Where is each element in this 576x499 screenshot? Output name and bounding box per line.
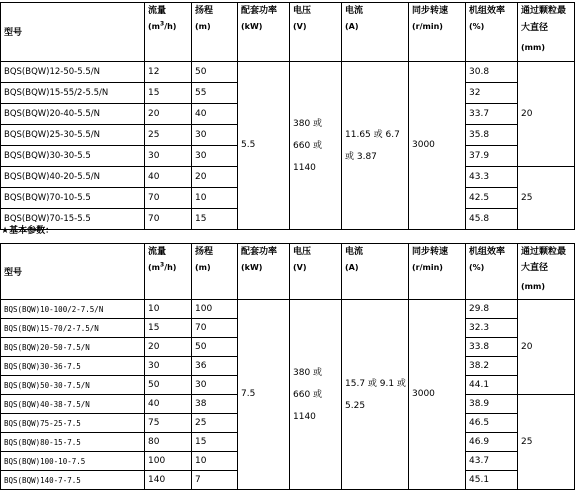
cell-efficiency: 43.3 — [466, 167, 518, 188]
cell-model: BQS(BQW)70-15-5.5 — [1, 209, 145, 230]
cell-head: 50 — [192, 338, 238, 357]
cell-flow: 10 — [145, 300, 192, 319]
header-efficiency — [466, 3, 518, 62]
cell-efficiency: 45.1 — [466, 471, 518, 490]
cell-model: BQS(BQW)40-38-7.5/N — [1, 395, 145, 414]
parameter-table-5-5kw — [0, 2, 575, 230]
header-power — [238, 244, 290, 300]
header-voltage-unit: (V) — [293, 22, 307, 31]
header-power-unit: (kW) — [241, 263, 263, 272]
cell-flow: 30 — [145, 146, 192, 167]
cell-efficiency: 33.7 — [466, 104, 518, 125]
cell-flow: 12 — [145, 62, 192, 83]
header-head-label: 扬程 — [195, 6, 214, 16]
header-head-unit: (m) — [195, 263, 211, 272]
header-speed-unit: (r/min) — [412, 22, 443, 31]
header-current — [342, 3, 409, 62]
header-speed — [409, 3, 466, 62]
header-particle-line2: 大直径 — [521, 23, 549, 33]
header-particle-unit: (mm) — [521, 43, 545, 52]
cell-head: 40 — [192, 104, 238, 125]
cell-head: 30 — [192, 376, 238, 395]
cell-model: BQS(BQW)140-7-7.5 — [1, 471, 145, 490]
cell-voltage-merged: 380 或 660 或 1140 — [290, 300, 342, 490]
cell-current-merged: 15.7 或 9.1 或 5.25 — [342, 300, 409, 490]
cell-flow: 20 — [145, 338, 192, 357]
header-speed — [409, 244, 466, 300]
cell-model: BQS(BQW)75-25-7.5 — [1, 414, 145, 433]
cell-power-merged: 7.5 — [238, 300, 290, 490]
cell-efficiency: 45.8 — [466, 209, 518, 230]
header-current-label: 电流 — [345, 6, 364, 16]
cell-head: 10 — [192, 188, 238, 209]
cell-head: 70 — [192, 319, 238, 338]
header-efficiency — [466, 244, 518, 300]
cell-flow: 25 — [145, 125, 192, 146]
header-voltage-label: 电压 — [293, 247, 312, 257]
header-current-label: 电流 — [345, 247, 364, 257]
header-flow-label: 流量 — [148, 247, 167, 257]
cell-head: 20 — [192, 167, 238, 188]
cell-efficiency: 46.5 — [466, 414, 518, 433]
header-voltage-unit: (V) — [293, 263, 307, 272]
cell-head: 50 — [192, 62, 238, 83]
cell-efficiency: 35.8 — [466, 125, 518, 146]
header-current-unit: (A) — [345, 263, 359, 272]
header-power-unit: (kW) — [241, 22, 263, 31]
cell-head: 36 — [192, 357, 238, 376]
cell-flow: 15 — [145, 83, 192, 104]
cell-power-merged: 5.5 — [238, 62, 290, 230]
header-power-label: 配套功率 — [241, 247, 278, 257]
cell-head: 7 — [192, 471, 238, 490]
cell-flow: 75 — [145, 414, 192, 433]
cell-model: BQS(BQW)30-36-7.5 — [1, 357, 145, 376]
header-particle-line2: 大直径 — [521, 263, 549, 273]
header-flow — [145, 3, 192, 62]
header-model: 型号 — [1, 3, 145, 62]
cell-particle-merged-a: 20 — [518, 300, 575, 395]
cell-efficiency: 43.7 — [466, 452, 518, 471]
cell-model: BQS(BQW)30-30-5.5 — [1, 146, 145, 167]
header-voltage-label: 电压 — [293, 6, 312, 16]
parameter-table-7-5kw — [0, 243, 575, 490]
cell-speed-merged: 3000 — [409, 300, 466, 490]
header-head — [192, 244, 238, 300]
cell-flow: 70 — [145, 209, 192, 230]
cell-head: 55 — [192, 83, 238, 104]
cell-model: BQS(BQW)80-15-7.5 — [1, 433, 145, 452]
header-speed-label: 同步转速 — [412, 6, 449, 16]
header-particle-unit: (mm) — [521, 282, 545, 291]
cell-flow: 15 — [145, 319, 192, 338]
cell-efficiency: 32 — [466, 83, 518, 104]
header-particle — [518, 3, 575, 62]
cell-model: BQS(BQW)40-20-5.5/N — [1, 167, 145, 188]
cell-model: BQS(BQW)12-50-5.5/N — [1, 62, 145, 83]
cell-efficiency: 29.8 — [466, 300, 518, 319]
cell-model: BQS(BQW)20-50-7.5/N — [1, 338, 145, 357]
cell-efficiency: 32.3 — [466, 319, 518, 338]
header-flow-unit — [148, 21, 191, 32]
header-efficiency-label: 机组效率 — [469, 6, 506, 16]
header-speed-unit: (r/min) — [412, 263, 443, 272]
cell-head: 30 — [192, 125, 238, 146]
header-speed-label: 同步转速 — [412, 247, 449, 257]
table-row — [1, 62, 575, 83]
cell-model: BQS(BQW)70-10-5.5 — [1, 188, 145, 209]
cell-particle-merged-a: 20 — [518, 62, 575, 167]
header-flow-unit — [148, 262, 191, 273]
header-current-unit: (A) — [345, 22, 359, 31]
cell-head: 38 — [192, 395, 238, 414]
header-flow — [145, 244, 192, 300]
cell-efficiency: 30.8 — [466, 62, 518, 83]
cell-model: BQS(BQW)10-100/2-7.5/N — [1, 300, 145, 319]
flow-unit-sup: 3 — [160, 261, 165, 269]
header-voltage — [290, 3, 342, 62]
header-power-label: 配套功率 — [241, 6, 278, 16]
cell-head: 30 — [192, 146, 238, 167]
cell-head: 25 — [192, 414, 238, 433]
header-flow-label: 流量 — [148, 6, 167, 16]
flow-unit-post: /h) — [164, 263, 177, 272]
cell-flow: 80 — [145, 433, 192, 452]
flow-unit-pre: (m — [148, 263, 160, 272]
cell-speed-merged: 3000 — [409, 62, 466, 230]
cell-head: 15 — [192, 209, 238, 230]
cell-flow: 40 — [145, 167, 192, 188]
cell-voltage-merged: 380 或 660 或 1140 — [290, 62, 342, 230]
cell-efficiency: 38.2 — [466, 357, 518, 376]
header-voltage — [290, 244, 342, 300]
cell-head: 15 — [192, 433, 238, 452]
header-efficiency-unit: (%) — [469, 263, 485, 272]
cell-flow: 70 — [145, 188, 192, 209]
cell-flow: 50 — [145, 376, 192, 395]
header-head — [192, 3, 238, 62]
flow-unit-post: /h) — [164, 22, 177, 31]
cell-head: 10 — [192, 452, 238, 471]
cell-model: BQS(BQW)15-70/2-7.5/N — [1, 319, 145, 338]
table-header-row — [1, 244, 575, 300]
header-particle — [518, 244, 575, 300]
cell-model: BQS(BQW)50-30-7.5/N — [1, 376, 145, 395]
header-particle-line1: 通过颗粒最 — [521, 247, 567, 257]
cell-particle-merged-b: 25 — [518, 395, 575, 490]
flow-unit-sup: 3 — [160, 20, 165, 28]
header-head-unit: (m) — [195, 22, 211, 31]
cell-current-merged: 11.65 或 6.7 或 3.87 — [342, 62, 409, 230]
cell-model: BQS(BQW)20-40-5.5/N — [1, 104, 145, 125]
cell-head: 100 — [192, 300, 238, 319]
header-particle-line1: 通过颗粒最 — [521, 6, 567, 16]
header-efficiency-unit: (%) — [469, 22, 485, 31]
header-efficiency-label: 机组效率 — [469, 247, 506, 257]
cell-model: BQS(BQW)15-55/2-5.5/N — [1, 83, 145, 104]
header-model: 型号 — [1, 244, 145, 300]
table-header-row — [1, 3, 575, 62]
cell-efficiency: 37.9 — [466, 146, 518, 167]
cell-efficiency: 44.1 — [466, 376, 518, 395]
cell-efficiency: 42.5 — [466, 188, 518, 209]
cell-efficiency: 46.9 — [466, 433, 518, 452]
header-head-label: 扬程 — [195, 247, 214, 257]
cell-flow: 30 — [145, 357, 192, 376]
cell-flow: 20 — [145, 104, 192, 125]
cell-flow: 140 — [145, 471, 192, 490]
table-row — [1, 300, 575, 319]
cell-flow: 100 — [145, 452, 192, 471]
cell-model: BQS(BQW)100-10-7.5 — [1, 452, 145, 471]
header-power — [238, 3, 290, 62]
header-current — [342, 244, 409, 300]
cell-particle-merged-b: 25 — [518, 167, 575, 230]
cell-efficiency: 33.8 — [466, 338, 518, 357]
cell-efficiency: 38.9 — [466, 395, 518, 414]
cell-flow: 40 — [145, 395, 192, 414]
basic-parameters-note: ★基本参数： — [1, 226, 55, 236]
flow-unit-pre: (m — [148, 22, 160, 31]
cell-model: BQS(BQW)25-30-5.5/N — [1, 125, 145, 146]
